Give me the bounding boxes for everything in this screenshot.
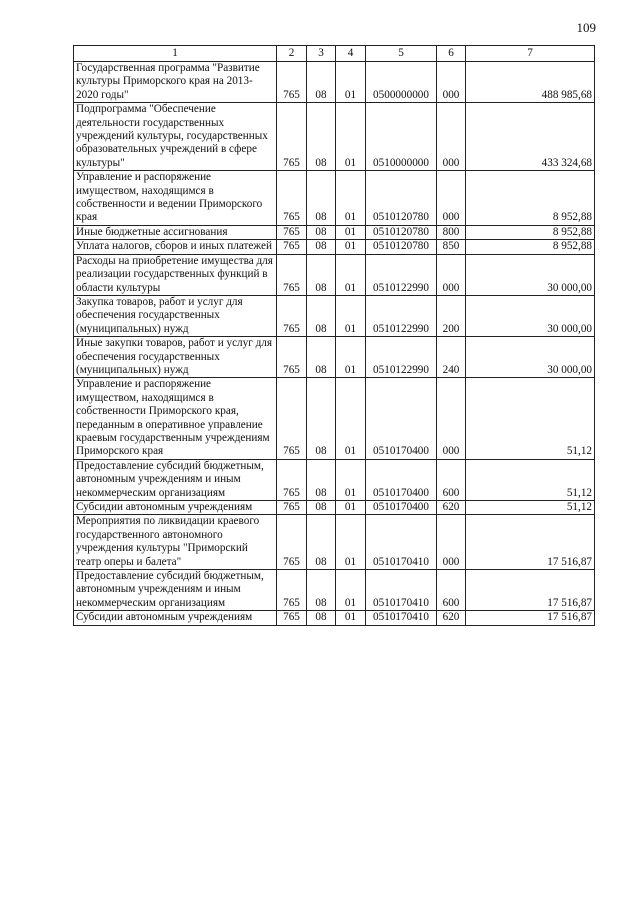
row-col5-cell: 0510170400 [366,378,437,459]
row-col6-cell: 850 [437,240,466,254]
row-amount-cell: 30 000,00 [466,254,595,295]
row-amount-cell: 8 952,88 [466,240,595,254]
row-col2-cell: 765 [277,103,307,171]
row-col5-cell: 0510170410 [366,611,437,625]
header-col-4: 4 [336,46,366,62]
row-amount-cell: 17 516,87 [466,570,595,611]
row-col2-cell: 765 [277,378,307,459]
row-col2-cell: 765 [277,501,307,515]
row-col3-cell: 08 [307,103,336,171]
row-col5-cell: 0510122990 [366,295,437,336]
row-col3-cell: 08 [307,62,336,103]
table-row [74,103,595,171]
row-col5-cell: 0510120780 [366,225,437,239]
row-col5-cell: 0500000000 [366,62,437,103]
row-col4-cell: 01 [336,337,366,378]
row-col3-cell: 08 [307,570,336,611]
row-name-cell: Субсидии автономным учреждениям [74,501,277,515]
row-col2-cell: 765 [277,570,307,611]
row-col2-cell: 765 [277,611,307,625]
page-number: 109 [576,20,596,35]
row-col6-cell: 000 [437,378,466,459]
row-col6-cell: 000 [437,62,466,103]
row-col6-cell: 800 [437,225,466,239]
row-col3-cell: 08 [307,515,336,570]
row-name-cell: Субсидии автономным учреждениям [74,611,277,625]
row-amount-cell: 8 952,88 [466,171,595,226]
table-header-row [74,46,595,62]
row-col4-cell: 01 [336,295,366,336]
row-col6-cell: 200 [437,295,466,336]
row-col3-cell: 08 [307,225,336,239]
table-row [74,570,595,611]
table-row [74,611,595,625]
row-amount-cell: 51,12 [466,378,595,459]
row-col2-cell: 765 [277,515,307,570]
table-row [74,62,595,103]
row-col4-cell: 01 [336,62,366,103]
row-amount-cell: 51,12 [466,459,595,500]
row-name-cell: Иные бюджетные ассигнования [74,225,277,239]
row-name-cell: Иные закупки товаров, работ и услуг для обеспечения государственных (муниципальных) нужд [74,337,277,378]
table-row [74,515,595,570]
row-amount-cell: 30 000,00 [466,337,595,378]
row-amount-cell: 8 952,88 [466,225,595,239]
table-row [74,295,595,336]
row-col6-cell: 000 [437,515,466,570]
row-col6-cell: 620 [437,611,466,625]
row-col6-cell: 000 [437,171,466,226]
row-col5-cell: 0510122990 [366,254,437,295]
row-name-cell: Управление и распоряжение имуществом, находящимся в собственности и ведении Приморского края [74,171,277,226]
row-col2-cell: 765 [277,337,307,378]
row-name-cell: Расходы на приобретение имущества для реализации государственных функций в области культуры [74,254,277,295]
row-col5-cell: 0510170400 [366,501,437,515]
row-amount-cell: 433 324,68 [466,103,595,171]
row-col3-cell: 08 [307,337,336,378]
budget-table [73,45,595,626]
row-name-cell: Управление и распоряжение имуществом, находящимся в собственности Приморского края, переданным в оперативное управление краевым государственным учреждениям Приморского края [74,378,277,459]
row-col2-cell: 765 [277,254,307,295]
row-name-cell: Государственная программа "Развитие культуры Приморского края на 2013-2020 годы" [74,62,277,103]
row-name-cell: Мероприятия по ликвидации краевого государственного автономного учреждения культуры "Приморский театр оперы и балета" [74,515,277,570]
table-row [74,254,595,295]
row-col4-cell: 01 [336,501,366,515]
row-col2-cell: 765 [277,171,307,226]
row-col4-cell: 01 [336,459,366,500]
row-col3-cell: 08 [307,295,336,336]
header-col-3: 3 [307,46,336,62]
row-col2-cell: 765 [277,459,307,500]
row-col3-cell: 08 [307,611,336,625]
row-col4-cell: 01 [336,378,366,459]
row-col4-cell: 01 [336,240,366,254]
row-col4-cell: 01 [336,254,366,295]
row-amount-cell: 51,12 [466,501,595,515]
row-col4-cell: 01 [336,103,366,171]
row-col4-cell: 01 [336,171,366,226]
row-col5-cell: 0510170410 [366,515,437,570]
row-col4-cell: 01 [336,225,366,239]
row-col2-cell: 765 [277,295,307,336]
header-col-2: 2 [277,46,307,62]
table-row [74,378,595,459]
row-col4-cell: 01 [336,611,366,625]
row-col3-cell: 08 [307,240,336,254]
row-amount-cell: 17 516,87 [466,611,595,625]
row-col6-cell: 000 [437,103,466,171]
row-amount-cell: 488 985,68 [466,62,595,103]
row-name-cell: Закупка товаров, работ и услуг для обеспечения государственных (муниципальных) нужд [74,295,277,336]
row-name-cell: Подпрограмма "Обеспечение деятельности государственных учреждений культуры, государственных образовательных учреждений в сфере культуры" [74,103,277,171]
header-col-6: 6 [437,46,466,62]
table-row [74,501,595,515]
header-col-1: 1 [74,46,277,62]
row-col3-cell: 08 [307,254,336,295]
row-col4-cell: 01 [336,570,366,611]
row-col5-cell: 0510170400 [366,459,437,500]
row-col5-cell: 0510170410 [366,570,437,611]
row-col5-cell: 0510000000 [366,103,437,171]
header-col-5: 5 [366,46,437,62]
row-name-cell: Предоставление субсидий бюджетным, автономным учреждениям и иным некоммерческим организациям [74,570,277,611]
row-col6-cell: 620 [437,501,466,515]
row-name-cell: Предоставление субсидий бюджетным, автономным учреждениям и иным некоммерческим организациям [74,459,277,500]
row-col5-cell: 0510120780 [366,240,437,254]
row-col3-cell: 08 [307,378,336,459]
row-col3-cell: 08 [307,459,336,500]
table-row [74,225,595,239]
row-col2-cell: 765 [277,225,307,239]
row-col5-cell: 0510120780 [366,171,437,226]
table-row [74,337,595,378]
row-col2-cell: 765 [277,240,307,254]
header-col-7: 7 [466,46,595,62]
row-col6-cell: 240 [437,337,466,378]
row-col6-cell: 600 [437,570,466,611]
table-body [74,46,595,626]
row-name-cell: Уплата налогов, сборов и иных платежей [74,240,277,254]
row-amount-cell: 30 000,00 [466,295,595,336]
row-col3-cell: 08 [307,171,336,226]
table-row [74,171,595,226]
row-col6-cell: 000 [437,254,466,295]
row-col3-cell: 08 [307,501,336,515]
row-col5-cell: 0510122990 [366,337,437,378]
table-row [74,459,595,500]
row-col2-cell: 765 [277,62,307,103]
row-amount-cell: 17 516,87 [466,515,595,570]
row-col4-cell: 01 [336,515,366,570]
table-row [74,240,595,254]
row-col6-cell: 600 [437,459,466,500]
